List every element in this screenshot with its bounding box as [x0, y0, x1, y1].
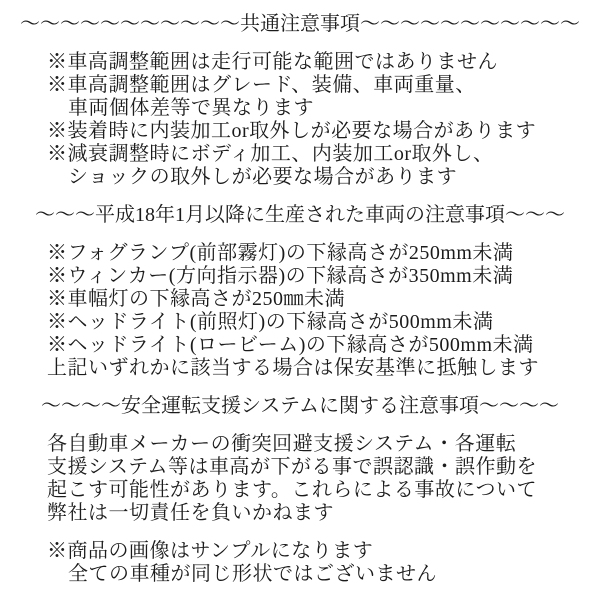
product-image-notes-block: [0, 540, 600, 586]
driver-assist-notes-block: [0, 433, 600, 525]
note-line-continuation: 車両個体差等で異なります: [68, 97, 314, 119]
note-line: 支援システム等は車高が下がる事で誤認識・誤作動を: [47, 456, 537, 478]
heisei18-notes-block: [0, 242, 600, 357]
note-line: 起こす可能性があります。これらによる事故について: [47, 479, 537, 501]
section-title-common-notes: ～～～～～～～～～～～共通注意事項～～～～～～～～～～～: [20, 13, 580, 35]
note-line: 各自動車メーカーの衝突回避支援システム・各運転: [47, 433, 517, 455]
note-line: ※ヘッドライト(ロービーム)の下縁高さが500mm未満: [47, 334, 534, 356]
note-line: ※ウィンカー(方向指示器)の下縁高さが350mm未満: [47, 265, 514, 287]
note-line: ※装着時に内装加工or取外しが必要な場合があります: [47, 120, 537, 142]
note-line: ※フォグランプ(前部霧灯)の下縁高さが250mm未満: [47, 242, 514, 264]
note-line: 弊社は一切責任を負いかねます: [47, 502, 334, 524]
note-line: ※車高調整範囲はグレード、装備、車両重量、: [47, 74, 476, 96]
heisei18-summary-line: 上記いずれかに該当する場合は保安基準に抵触します: [47, 357, 539, 379]
section-title-driver-assist: ～～～～安全運転支援システムに関する注意事項～～～～: [41, 395, 559, 417]
note-line: ※ヘッドライト(前照灯)の下縁高さが500mm未満: [47, 311, 494, 333]
note-line-continuation: 全ての車種が同じ形状ではございません: [68, 563, 437, 585]
note-line: ※車高調整範囲は走行可能な範囲ではありません: [47, 51, 498, 73]
note-line: ※減衰調整時にボディ加工、内装加工or取外し、: [47, 143, 494, 165]
note-line: ※車幅灯の下縁高さが250㎜未満: [47, 288, 345, 310]
note-line: ※商品の画像はサンプルになります: [47, 540, 374, 562]
note-line-continuation: ショックの取外しが必要な場合があります: [68, 166, 458, 188]
section-title-heisei18-vehicles: ～～～平成18年1月以降に生産された車両の注意事項～～～: [35, 204, 565, 226]
common-notes-block: [0, 51, 600, 189]
